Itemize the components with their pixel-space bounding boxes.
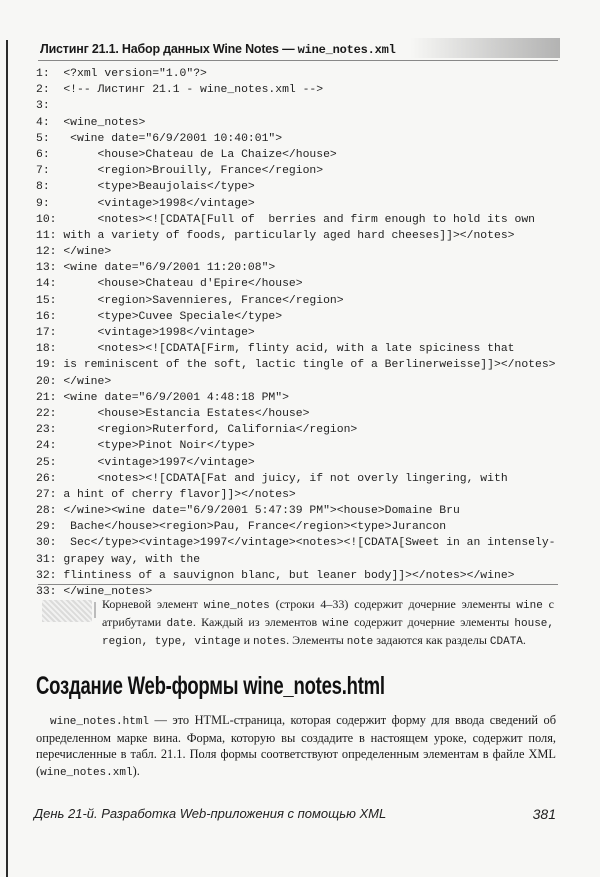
note-code: wine [322, 618, 349, 630]
note-text: и [240, 633, 254, 647]
note-code: CDATA [489, 636, 523, 648]
code-listing [36, 66, 556, 600]
code-line: 25: <vintage>1997</vintage> [36, 456, 255, 469]
listing-top-rule [38, 60, 558, 61]
code-line: 6: <house>Chateau de La Chaize</house> [36, 148, 337, 161]
code-line: 18: <notes><![CDATA[Firm, flinty acid, with a late spiciness that [36, 343, 515, 356]
listing-title [40, 42, 420, 57]
body-text: ). [132, 763, 140, 778]
note-code: notes [253, 636, 287, 648]
note-text: . [522, 633, 526, 647]
code-line: 14: <house>Chateau d'Epire</house> [36, 278, 303, 291]
code-line: 12: </wine> [36, 246, 112, 259]
note-code: date [166, 618, 193, 630]
code-line: 24: <type>Pinot Noir</type> [36, 440, 255, 453]
code-line: 22: <house>Estancia Estates</house> [36, 407, 310, 420]
code-line: 27: a hint of cherry flavor]]></notes> [36, 488, 296, 501]
code-line: 33: </wine_notes> [36, 586, 153, 598]
code-line: 17: <vintage>1998</vintage> [36, 327, 255, 339]
code-line: 30: Sec</type><vintage>1997</vintage><notes><![CDATA[Sweet in an intensely- [36, 537, 556, 550]
code-line: 26: <notes><![CDATA[Fat and juicy, if not overly lingering, with [36, 472, 508, 485]
code-line: 29: Bache</house><region>Pau, France</region><type>Jurancon [36, 521, 447, 534]
code-line: 21: <wine date="6/9/2001 4:48:18 PM"> [36, 391, 289, 404]
code-line: 23: <region>Ruterford, California</region> [36, 424, 358, 437]
note-code: note [346, 636, 374, 648]
page-margin-rule [6, 40, 8, 877]
code-line: 16: <type>Cuvee Speciale</type> [36, 310, 283, 323]
code-line: 13: <wine date="6/9/2001 11:20:08"> [36, 262, 276, 275]
code-line: 2: <!-- Листинг 21.1 - wine_notes.xml --> [36, 84, 324, 97]
note-text: содержит дочерние элементы [348, 615, 515, 629]
code-line: 31: grapey way, with the [36, 553, 201, 566]
note-divider [94, 602, 96, 618]
code-line: 1: <?xml version="1.0"?> [36, 68, 207, 80]
note-code: wine_notes [203, 600, 270, 612]
title-shade-decoration [410, 38, 560, 58]
code-line: 28: </wine><wine date="6/9/2001 5:47:39 PM"><house>Domaine Bru [36, 505, 460, 518]
code-line: 9: <vintage>1998</vintage> [36, 197, 255, 210]
body-code: wine_notes.xml [40, 766, 133, 779]
code-line: 5: <wine date="6/9/2001 10:40:01"> [36, 132, 283, 145]
listing-bottom-rule [38, 584, 558, 585]
listing-title-text: Листинг 21.1. Набор данных Wine Notes — [40, 42, 295, 56]
note-code: wine [516, 600, 543, 612]
code-line: 10: <notes><![CDATA[Full of berries and firm enough to hold its own [36, 213, 535, 226]
note-code: house, region, type, vintage [102, 618, 555, 648]
page-number: 381 [532, 806, 556, 822]
code-line: 7: <region>Brouilly, France</region> [36, 165, 324, 178]
listing-filename: wine_notes.xml [297, 43, 396, 57]
note-paragraph [102, 596, 554, 650]
note-text: с атрибутами [102, 597, 554, 629]
note-text: задаются как разделы [373, 633, 490, 647]
code-line: 3: [36, 100, 50, 113]
code-line: 4: <wine_notes> [36, 116, 146, 129]
code-line: 11: with a variety of foods, particularly aged hard cheeses]]></notes> [36, 229, 515, 242]
code-line: 15: <region>Savennieres, France</region> [36, 294, 344, 307]
footer-title: День 21-й. Разработка Web-приложения с помощью XML [34, 806, 387, 821]
body-paragraph [36, 712, 556, 781]
code-line: 20: </wine> [36, 375, 112, 388]
note-icon [42, 600, 92, 622]
note-text: . Каждый из элементов [192, 615, 323, 629]
code-line: 8: <type>Beaujolais</type> [36, 181, 255, 194]
code-line: 32: flintiness of a sauvignon blanc, but leaner body]]></notes></wine> [36, 569, 515, 582]
body-code: wine_notes.html [50, 716, 150, 728]
section-heading: Создание Web-формы wine_notes.html [36, 672, 385, 700]
note-text: Корневой элемент [102, 597, 204, 611]
note-text: (строки 4–33) содержит дочерние элементы [269, 597, 517, 611]
body-text: — это HTML-страница, которая содержит форму для ввода сведений об определенном марке вина. Форма, которую вы создадите в настоящем уроке, содержит поля, перечисленные в табл. 21.1. Поля формы соответствуют определенным элементам в файле XML ( [36, 713, 556, 778]
note-text: . Элементы [286, 633, 347, 647]
code-line: 19: is reminiscent of the soft, lactic tingle of a Berlinerweisse]]></notes> [36, 359, 556, 372]
